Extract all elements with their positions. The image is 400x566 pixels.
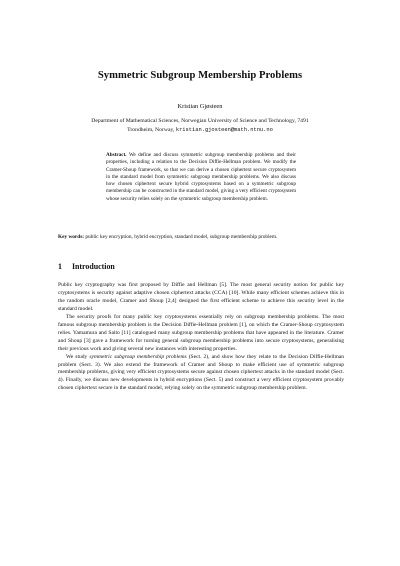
keywords-text: public key encryption, hybrid encryption, standard model, subgroup membership problem. [85, 234, 278, 240]
section-number: 1 [58, 262, 62, 271]
section-title: Introduction [71, 262, 115, 271]
abstract [106, 152, 296, 203]
affiliation-text: Department of Mathematical Sciences, Norwegian University of Science and Technology, 7491 Trondheim, Norway, [91, 118, 309, 133]
paper-title: Symmetric Subgroup Membership Problems [97, 70, 303, 81]
paragraph-3-rest: (Sect. 2), and show how they relate to the Decision Diffie-Hellman problem (Sect. 3). We also extend the framework of Cramer and Shoup to make efficient use of symmetric subgroup membership problems, giving very efficient cryptosystems secure against chosen ciphertext attacks in the standard model (Sect. 4). Finally, we discuss new developments in hybrid encryptions (Sect. 5) and construct a very efficient cryptosystem provably chosen ciphertext secure in the standard model, relying solely on the symmetric subgroup membership problem. [58, 353, 345, 392]
paragraph-3-italic: symmetric subgroup membership problems [89, 353, 187, 360]
abstract-label: Abstract. [106, 152, 127, 158]
paragraph-3 [58, 354, 344, 394]
keywords-label: Key words: [58, 234, 85, 240]
author-affiliation [80, 117, 320, 134]
section-body [58, 282, 344, 393]
keywords [58, 234, 344, 242]
author-name: Kristian Gjøsteen [177, 103, 223, 110]
abstract-text: We define and discuss symmetric subgroup membership problems and their properties, including a relation to the Decision Diffie-Hellman problem. We modify the Cramer-Shoup framework, so that we can derive a chosen ciphertext secure cryptosystem in the standard model from symmetric subgroup membership problems. We also discuss how chosen ciphertext secure hybrid cryptosystems based on a symmetric subgroup membership can be constructed in the standard model, giving a very efficient cryptosystem whose security relies solely on the symmetric subgroup membership problem. [106, 152, 297, 202]
paragraph-2: The security proofs for many public key cryptosystems essentially rely on subgroup membership problems. The most famous subgroup membership problem is the Decision Diffie-Hellman problem [1], on which the Cramer-Shoup cryptosystem relies. Yamamura and Saito [11] catalogued many subgroup membership problems that have appeared in the literature. Cramer and Shoup [3] gave a framework for turning general subgroup membership problems into secure cryptosystems, generalising their previous work and giving several new instances with interesting properties. [58, 313, 344, 352]
paragraph-1: Public key cryptography was first proposed by Diffie and Hellman [5]. The most general security notion for public key cryptosystems is security against adaptive chosen ciphertext attacks (CCA) [10]. While many efficient schemes achieve this in the random oracle model, Cramer and Shoup [2,4] designed the first efficient scheme to achieve this security level in the standard model. [58, 282, 344, 312]
section-heading [58, 262, 115, 271]
author-email: kristian.gjosteen@math.ntnu.no [175, 126, 273, 133]
paragraph-3-start: We study [66, 353, 90, 360]
